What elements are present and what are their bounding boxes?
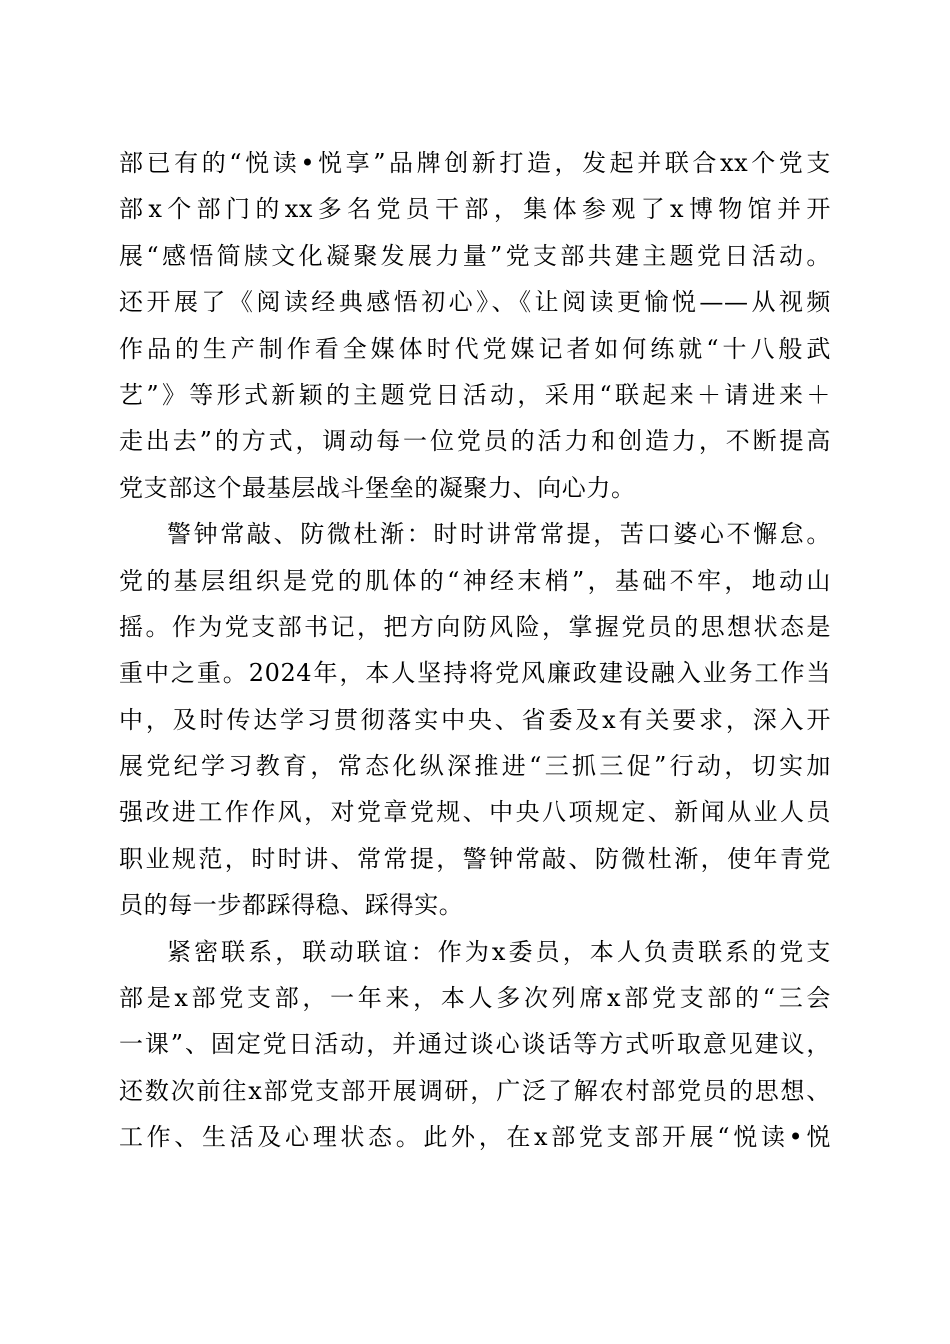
body-line-5: 作品的生产制作看全媒体时代党媒记者如何练就“十八般武 xyxy=(119,334,831,363)
body-line-20: 一课”、固定党日活动，并通过谈心谈话等方式听取意见建议， xyxy=(119,1030,831,1059)
body-line-8: 党支部这个最基层战斗堡垒的凝聚力、向心力。 xyxy=(119,473,636,502)
body-line-16: 职业规范，时时讲、常常提，警钟常敲、防微杜渐，使年青党 xyxy=(119,844,831,873)
body-line-10: 党的基层组织是党的肌体的“神经末梢”，基础不牢，地动山 xyxy=(119,566,831,595)
body-line-18: 紧密联系，联动联谊：作为x委员，本人负责联系的党支 xyxy=(167,937,831,966)
document-body xyxy=(119,140,831,1161)
body-line-22: 工作、生活及心理状态。此外，在x部党支部开展“悦读•悦 xyxy=(119,1123,831,1152)
body-line-14: 展党纪学习教育，常态化纵深推进“三抓三促”行动，切实加 xyxy=(119,752,831,781)
body-line-4: 还开展了《阅读经典感悟初心》、《让阅读更愉悦——从视频 xyxy=(119,288,831,317)
body-line-17: 员的每一步都踩得稳、踩得实。 xyxy=(119,891,464,920)
body-line-12: 重中之重。2024年，本人坚持将党风廉政建设融入业务工作当 xyxy=(119,659,831,688)
body-line-15: 强改进工作作风，对党章党规、中央八项规定、新闻从业人员 xyxy=(119,798,831,827)
body-line-1: 部已有的“悦读•悦享”品牌创新打造，发起并联合xx个党支 xyxy=(119,149,831,177)
body-line-7: 走出去”的方式，调动每一位党员的活力和创造力，不断提高 xyxy=(119,427,831,456)
body-line-21: 还数次前往x部党支部开展调研，广泛了解农村部党员的思想、 xyxy=(119,1076,831,1105)
body-line-19: 部是x部党支部，一年来，本人多次列席x部党支部的“三会 xyxy=(119,984,831,1013)
body-line-13: 中，及时传达学习贯彻落实中央、省委及x有关要求，深入开 xyxy=(119,705,831,734)
body-line-9: 警钟常敲、防微杜渐：时时讲常常提，苦口婆心不懈怠。 xyxy=(167,520,831,549)
body-line-6: 艺”》等形式新颖的主题党日活动，采用“联起来＋请进来＋ xyxy=(119,380,831,409)
body-line-3: 展“感悟简牍文化凝聚发展力量”党支部共建主题党日活动。 xyxy=(119,241,831,270)
body-line-11: 摇。作为党支部书记，把方向防风险，掌握党员的思想状态是 xyxy=(119,612,831,641)
body-line-2: 部x个部门的xx多名党员干部，集体参观了x博物馆并开 xyxy=(119,195,831,224)
